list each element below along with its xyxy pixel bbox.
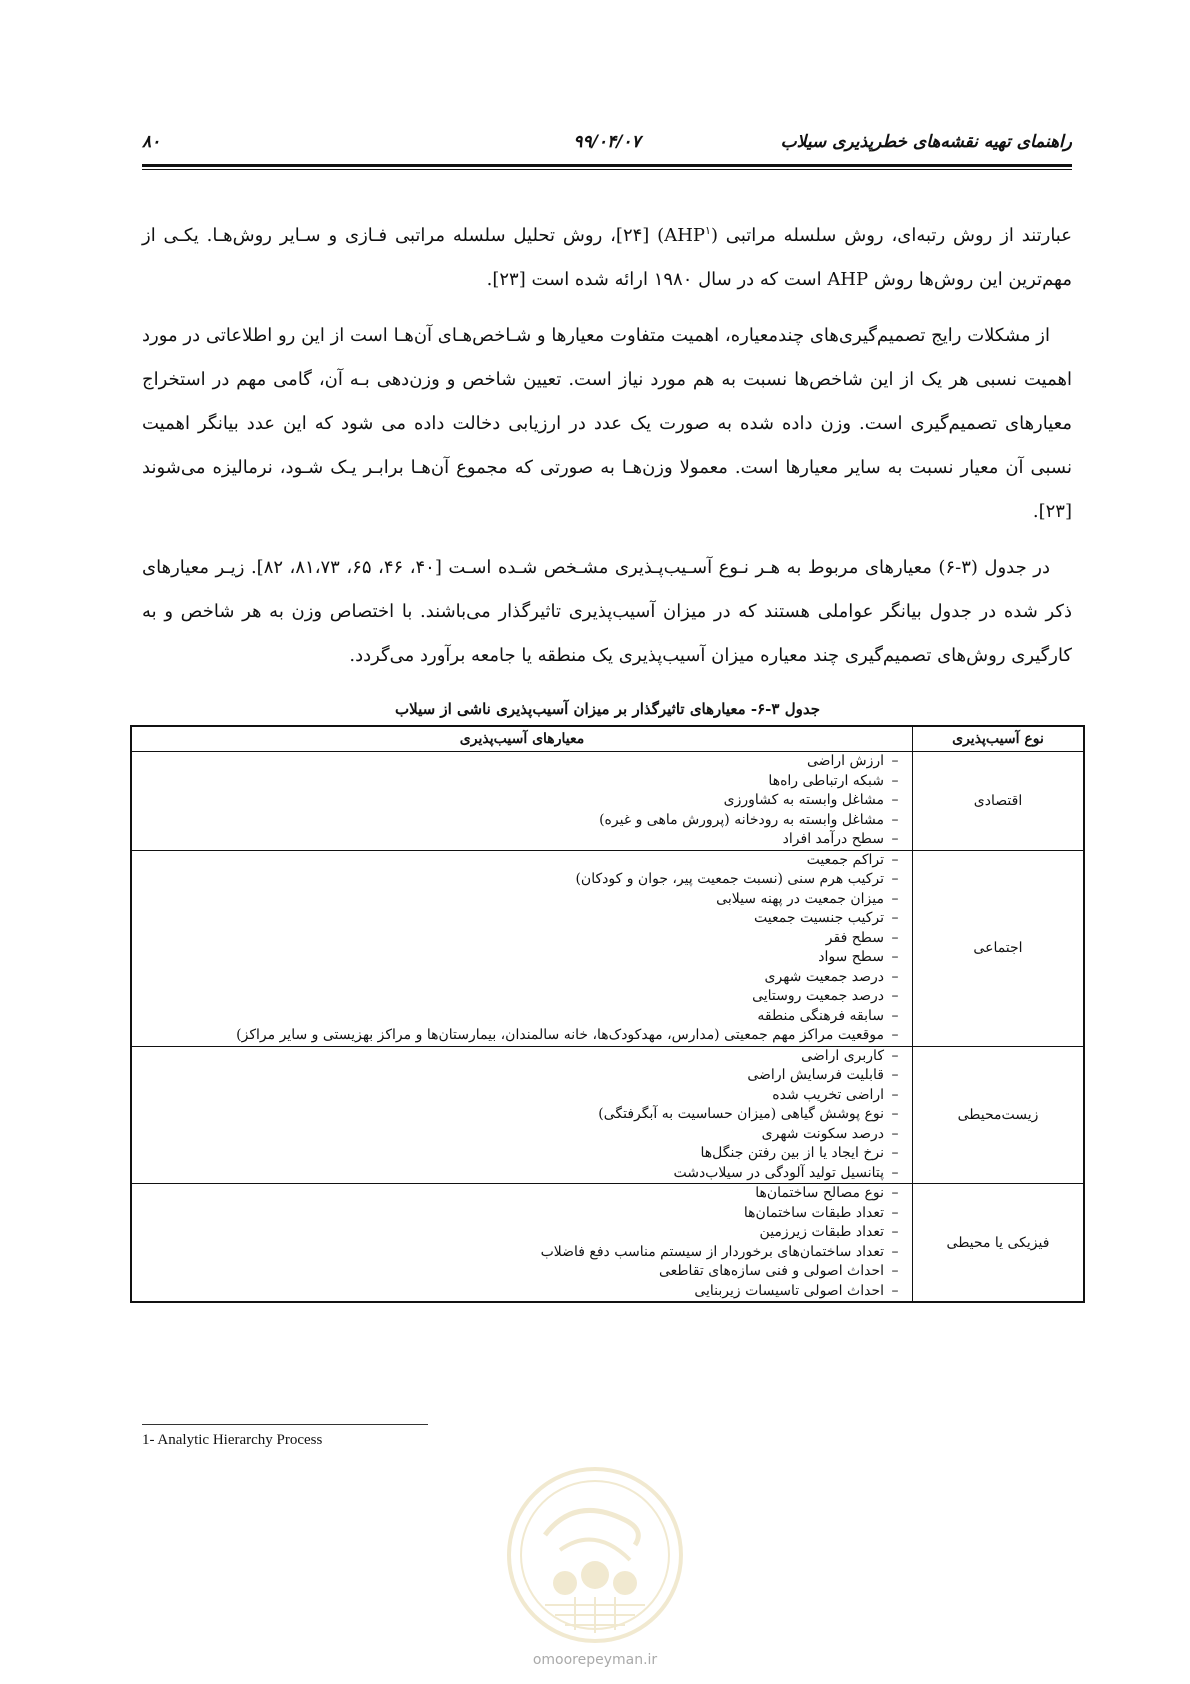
table-row	[131, 1184, 1084, 1303]
dash-bullet: –	[891, 1164, 899, 1181]
list-item	[132, 1086, 906, 1106]
criterion-text: شبکه ارتباطی راه‌ها	[768, 772, 884, 789]
list-item	[132, 1007, 906, 1027]
criterion-text: مشاغل وابسته به کشاورزی	[723, 792, 884, 808]
table-row	[131, 752, 1084, 851]
dash-bullet: –	[891, 772, 899, 789]
table-body	[131, 752, 1084, 1303]
list-item	[132, 1262, 906, 1282]
criterion-text: سطح درآمد افراد	[782, 831, 884, 847]
dash-bullet: –	[891, 811, 899, 828]
criteria-list	[132, 1047, 906, 1184]
criterion-text: مشاغل وابسته به رودخانه (پرورش ماهی و غیره)	[599, 811, 884, 828]
list-item	[132, 1243, 906, 1263]
vulnerability-type-cell: فیزیکی یا محیطی	[913, 1184, 1085, 1303]
dash-bullet: –	[891, 871, 899, 887]
criteria-list	[132, 851, 906, 1046]
dash-bullet: –	[891, 1106, 899, 1122]
body-text	[142, 214, 1072, 690]
criterion-text: نوع مصالح ساختمان‌ها	[755, 1185, 884, 1201]
list-item	[132, 909, 906, 929]
dash-bullet: –	[891, 753, 899, 769]
dash-bullet: –	[891, 968, 899, 985]
criteria-cell	[131, 1046, 913, 1184]
dash-bullet: –	[891, 1007, 899, 1024]
criterion-text: تعداد طبقات زیرزمین	[759, 1224, 884, 1240]
page-header	[142, 128, 1072, 158]
criterion-text: نرخ ایجاد یا از بین رفتن جنگل‌ها	[700, 1145, 884, 1161]
criterion-text: درصد جمعیت روستایی	[752, 988, 884, 1004]
list-item	[132, 1066, 906, 1086]
criteria-list	[132, 752, 906, 850]
dash-bullet: –	[891, 1125, 899, 1142]
criteria-cell	[131, 1184, 913, 1303]
criterion-text: اراضی تخریب شده	[772, 1086, 884, 1103]
dash-bullet: –	[891, 1185, 899, 1201]
criterion-text: میزان جمعیت در پهنه سیلابی	[716, 890, 884, 907]
dash-bullet: –	[891, 1086, 899, 1103]
dash-bullet: –	[891, 1224, 899, 1240]
criteria-table	[130, 725, 1085, 1303]
col-header-criteria: معیارهای آسیب‌پذیری	[131, 726, 913, 752]
dash-bullet: –	[891, 1047, 899, 1064]
criterion-text: پتانسیل تولید آلودگی در سیلاب‌دشت	[673, 1164, 884, 1181]
dash-bullet: –	[891, 831, 899, 847]
criterion-text: ترکیب جنسیت جمعیت	[754, 910, 884, 926]
table-row	[131, 1046, 1084, 1184]
footnote-rule	[142, 1424, 428, 1425]
list-item	[132, 1164, 906, 1184]
criteria-cell	[131, 752, 913, 851]
criteria-cell	[131, 850, 913, 1046]
list-item	[132, 830, 906, 850]
criterion-text: احداث اصولی و فنی سازه‌های تقاطعی	[658, 1263, 884, 1279]
list-item	[132, 811, 906, 831]
footnote-marker: ۱	[705, 224, 711, 237]
header-date: ۹۹/۰۴/۰۷	[573, 132, 641, 152]
list-item	[132, 1282, 906, 1302]
header-rule-thick	[142, 164, 1072, 167]
list-item	[132, 1223, 906, 1243]
dash-bullet: –	[891, 890, 899, 907]
dash-bullet: –	[891, 1027, 899, 1043]
list-item	[132, 851, 906, 871]
running-title: راهنمای تهیه نقشه‌های خطرپذیری سیلاب	[780, 132, 1072, 152]
table-row	[131, 850, 1084, 1046]
criterion-text: سطح فقر	[825, 929, 884, 946]
list-item	[132, 948, 906, 968]
list-item	[132, 929, 906, 949]
criterion-text: سابقه فرهنگی منطقه	[757, 1007, 884, 1024]
watermark-logo	[505, 1465, 685, 1645]
list-item	[132, 968, 906, 988]
dash-bullet: –	[891, 910, 899, 926]
paragraph-2: از مشکلات رایج تصمیم‌گیری‌های چندمعیاره، اهمیت متفاوت معیارها و شـاخص‌هـای آن‌هـا است از این رو اطلاعاتی در مورد اهمیت نسبی هر یک از این شاخص‌ها نسبت به هم مورد نیاز است. تعیین شاخص و وزن‌دهی بـه آن، گامی مهم در استخراج معیارهای تصمیم‌گیری است. وزن داده شده به صورت یک عدد در ارزیابی دخالت داده می شود که این عدد بیانگر اهمیت نسبی آن معیار نسبت به سایر معیارها است. معمولا وزن‌هـا به صورتی که مجموع آن‌هـا برابـر یـک شـود، نرمالیزه می‌شوند [۲۳].	[142, 325, 1072, 522]
list-item	[132, 1184, 906, 1204]
list-item	[132, 752, 906, 772]
list-item	[132, 1105, 906, 1125]
dash-bullet: –	[891, 988, 899, 1004]
list-item	[132, 1125, 906, 1145]
list-item	[132, 987, 906, 1007]
criterion-text: درصد سکونت شهری	[761, 1125, 884, 1142]
col-header-type: نوع آسیب‌پذیری	[913, 726, 1085, 752]
criterion-text: کاربری اراضی	[801, 1047, 884, 1064]
criterion-text: احداث اصولی تاسیسات زیربنایی	[694, 1282, 884, 1299]
watermark-url: omoorepeyman.ir	[532, 1652, 658, 1668]
paragraph-1: عبارتند از روش رتبه‌ای، روش سلسله مراتبی (AHP$^۱$) [۲۴]، روش تحلیل سلسله مراتبی فـازی و سـایر روش‌هـا. یکـی از مهم‌ترین این روش‌ها روش AHP است که در سال ۱۹۸۰ ارائه شده است [۲۳].	[142, 224, 1072, 290]
list-item	[132, 791, 906, 811]
criterion-text: سطح سواد	[818, 949, 884, 965]
criterion-text: موقعیت مراکز مهم جمعیتی (مدارس، مهدکودک‌ها، خانه سالمندان، بیمارستان‌ها و مراکز بهزیستی و سایر مراکز)	[236, 1027, 884, 1043]
page-number: ۸۰	[142, 132, 161, 152]
header-rule-thin	[142, 169, 1072, 170]
vulnerability-type-cell: اجتماعی	[913, 850, 1085, 1046]
dash-bullet: –	[891, 949, 899, 965]
criterion-text: قابلیت فرسایش اراضی	[747, 1067, 884, 1083]
criterion-text: ترکیب هرم سنی (نسبت جمعیت پیر، جوان و کودکان)	[575, 871, 884, 887]
paragraph-3: در جدول (۳-۶) معیارهای مربوط به هـر نـوع آسـیب‌پـذیری مشـخص شـده اسـت [۴۰، ۴۶، ۶۵، ۸۱،۷۳، ۸۲]. زیـر معیارهای ذکر شده در جدول بیانگر عواملی هستند که در میزان آسیب‌پذیری تاثیرگذار می‌باشند. با اختصاص وزن به هر شاخص و به کارگیری روش‌های تصمیم‌گیری چند معیاره میزان آسیب‌پذیری یک منطقه یا جامعه برآورد می‌گردد.	[142, 557, 1072, 666]
dash-bullet: –	[891, 792, 899, 808]
list-item	[132, 1047, 906, 1067]
dash-bullet: –	[891, 929, 899, 946]
criterion-text: تعداد طبقات ساختمان‌ها	[743, 1204, 884, 1221]
footnote: 1- Analytic Hierarchy Process	[142, 1432, 323, 1448]
vulnerability-type-cell: زیست‌محیطی	[913, 1046, 1085, 1184]
list-item	[132, 1144, 906, 1164]
table-header-row	[131, 726, 1084, 752]
dash-bullet: –	[891, 851, 899, 868]
list-item	[132, 772, 906, 792]
criterion-text: تراکم جمعیت	[806, 851, 884, 868]
list-item	[132, 870, 906, 890]
criterion-text: ارزش اراضی	[806, 753, 884, 769]
dash-bullet: –	[891, 1067, 899, 1083]
list-item	[132, 890, 906, 910]
criterion-text: تعداد ساختمان‌های برخوردار از سیستم مناسب دفع فاضلاب	[540, 1243, 884, 1260]
dash-bullet: –	[891, 1145, 899, 1161]
criterion-text: درصد جمعیت شهری	[764, 968, 884, 985]
dash-bullet: –	[891, 1282, 899, 1299]
criteria-list	[132, 1184, 906, 1301]
dash-bullet: –	[891, 1263, 899, 1279]
list-item	[132, 1204, 906, 1224]
criterion-text: نوع پوشش گیاهی (میزان حساسیت به آبگرفتگی)	[598, 1106, 884, 1122]
list-item	[132, 1026, 906, 1046]
dash-bullet: –	[891, 1204, 899, 1221]
vulnerability-type-cell: اقتصادی	[913, 752, 1085, 851]
dash-bullet: –	[891, 1243, 899, 1260]
table-caption: جدول ۳-۶- معیارهای تاثیرگذار بر میزان آسیب‌پذیری ناشی از سیلاب	[395, 700, 820, 718]
